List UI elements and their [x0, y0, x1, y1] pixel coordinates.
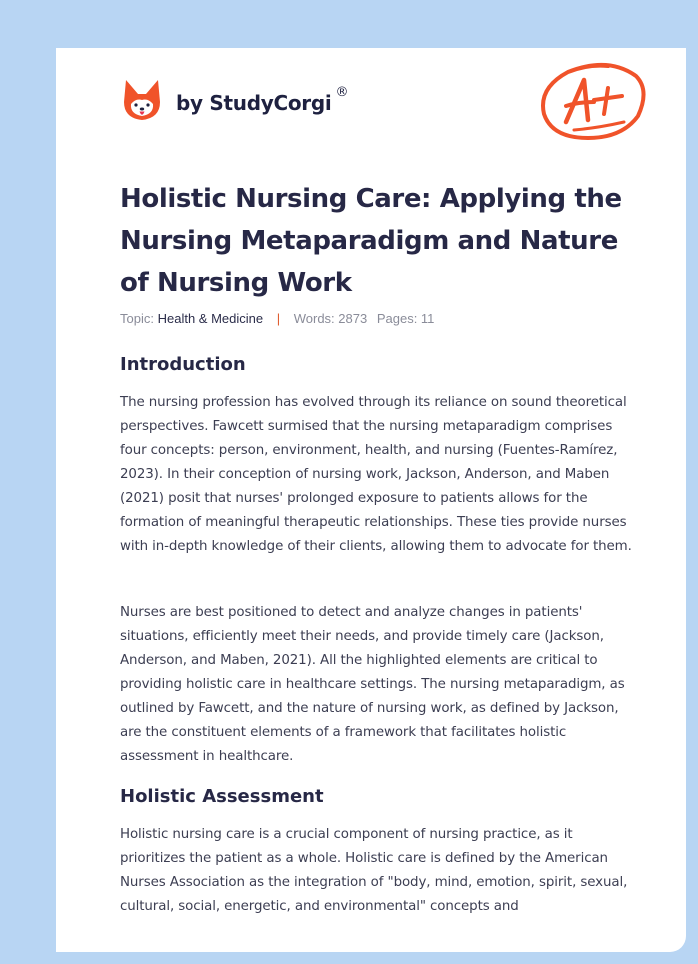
- brand-name: by StudyCorgi: [176, 91, 332, 115]
- paragraph: The nursing profession has evolved through its reliance on sound theoretical perspectives. Fawcett surmised that the nursing metaparadigm comprises four concepts: person, environment, health, and nursing (Fuentes-Ramírez, 2023). In their conception of nursing work, Jackson, Anderson, and Maben (2021) posit that nurses' prolonged exposure to patients allows for the formation of meaningful therapeutic relationships. These ties provide nurses with in-depth knowledge of their clients, allowing them to advocate for them.: [120, 395, 632, 554]
- section-heading-introduction: Introduction: [120, 354, 246, 375]
- article-meta: [120, 311, 434, 326]
- grade-badge-icon: [538, 58, 650, 144]
- registered-mark: ®: [335, 84, 349, 100]
- corgi-icon: [122, 78, 162, 122]
- paragraph: Nurses are best positioned to detect and analyze changes in patients' situations, efficiently meet their needs, and provide timely care (Jackson, Anderson, and Maben, 2021). All the highlighted elements are critical to providing holistic care in healthcare settings. The nursing metaparadigm, as outlined by Fawcett, and the nature of nursing work, as defined by Jackson, are the constituent elements of a framework that facilitates holistic assessment in healthcare.: [120, 605, 625, 764]
- topic-link[interactable]: Health & Medicine: [157, 311, 264, 326]
- topic-label: Topic:: [120, 311, 154, 326]
- section-heading-holistic-assessment: Holistic Assessment: [120, 786, 324, 807]
- paragraph: Holistic nursing care is a crucial component of nursing practice, as it prioritizes the patient as a whole. Holistic care is defined by the American Nurses Association as the integration of "body, mind, emotion, spirit, sexual, cultural, social, energetic, and environmental" concepts and: [120, 827, 628, 914]
- meta-separator: |: [276, 311, 281, 326]
- article-title: Holistic Nursing Care: Applying the Nursing Metaparadigm and Nature of Nursing Work: [120, 184, 622, 298]
- word-count: Words: 2873: [293, 311, 368, 326]
- document-card: [56, 48, 686, 952]
- page-count: Pages: 11: [376, 311, 435, 326]
- brand-logo[interactable]: [122, 76, 348, 124]
